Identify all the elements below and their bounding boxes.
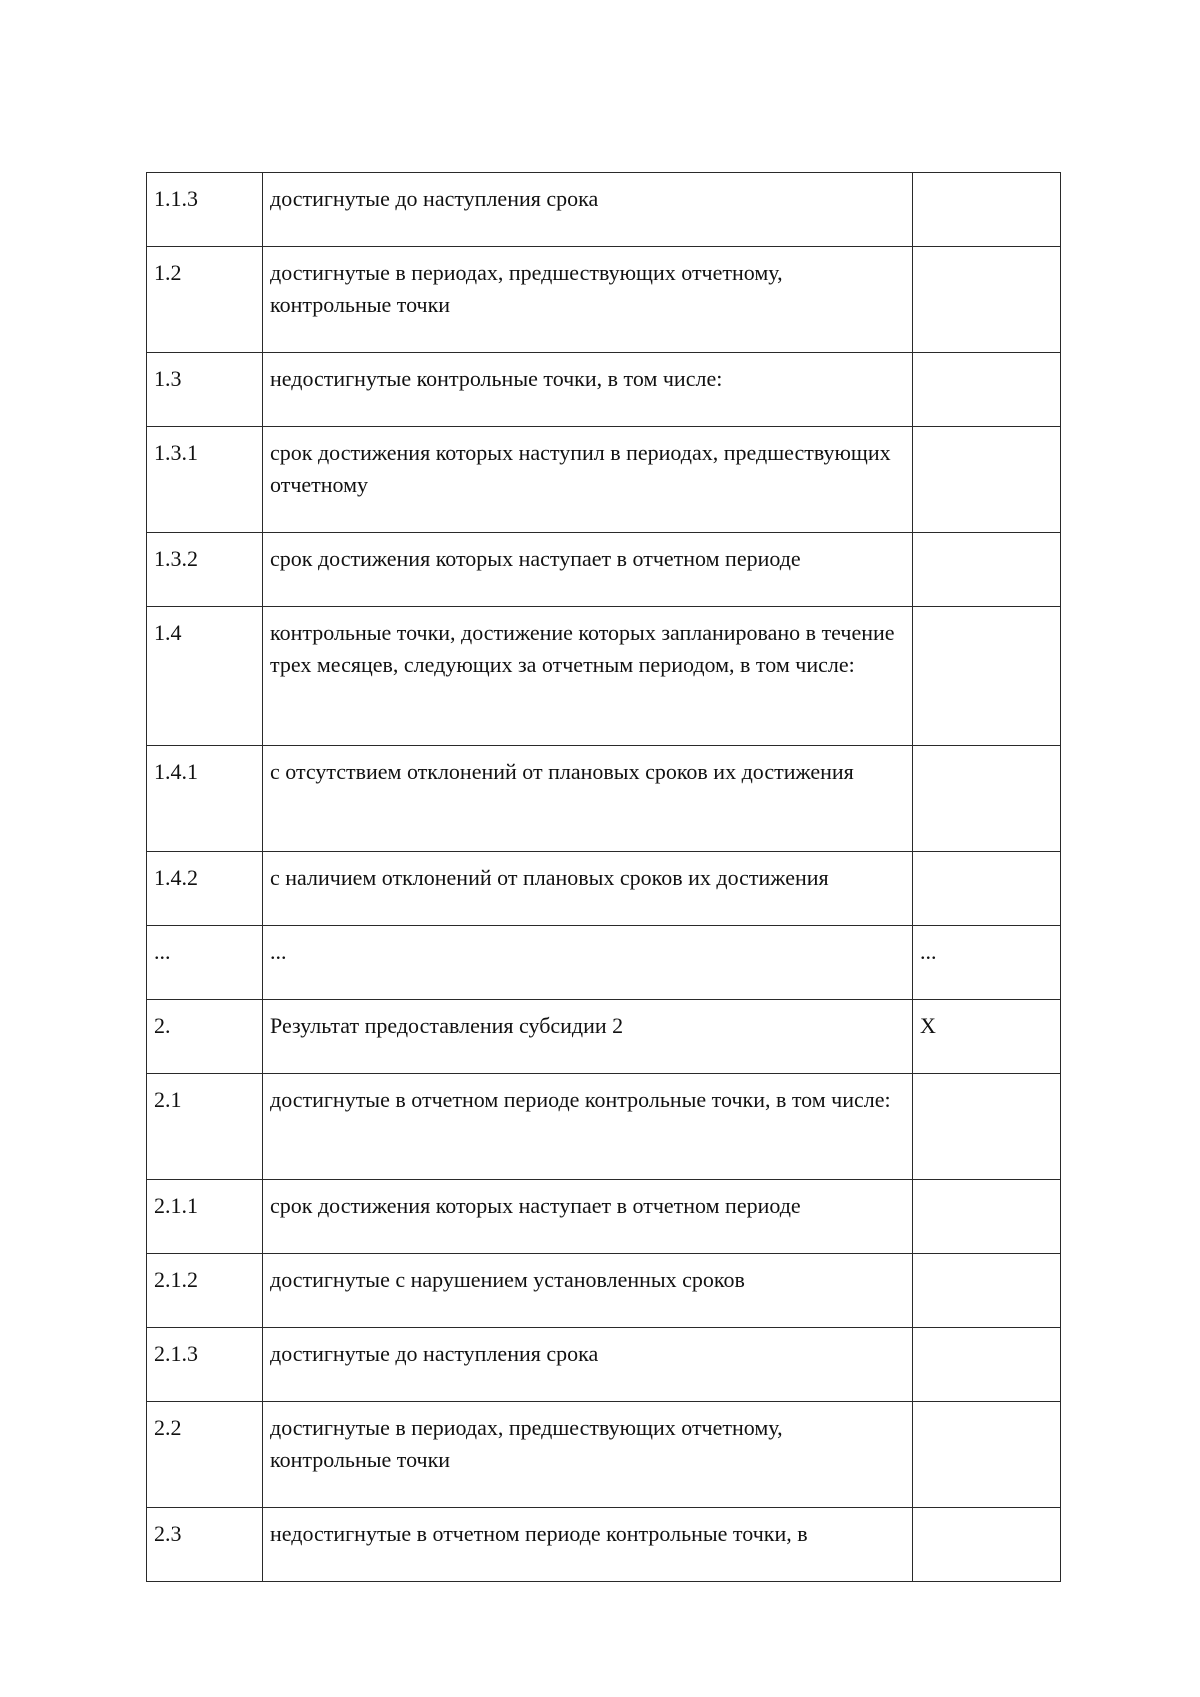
row-number: 2.1.3 <box>147 1328 263 1402</box>
row-value: ... <box>913 926 1061 1000</box>
row-description: достигнутые в периодах, предшествующих отчетному, контрольные точки <box>263 1402 913 1508</box>
row-number: 1.1.3 <box>147 173 263 247</box>
row-description: ... <box>263 926 913 1000</box>
row-number: 1.3.1 <box>147 427 263 533</box>
row-description: достигнутые до наступления срока <box>263 173 913 247</box>
table-row <box>147 353 1061 427</box>
table-row <box>147 1328 1061 1402</box>
row-number: 2.3 <box>147 1508 263 1582</box>
row-value <box>913 1074 1061 1180</box>
row-number: ... <box>147 926 263 1000</box>
table-row <box>147 173 1061 247</box>
row-description: контрольные точки, достижение которых запланировано в течение трех месяцев, следующих за отчетным периодом, в том числе: <box>263 607 913 746</box>
row-value <box>913 1254 1061 1328</box>
row-description: с отсутствием отклонений от плановых сроков их достижения <box>263 746 913 852</box>
table-row <box>147 1254 1061 1328</box>
row-description: достигнутые в отчетном периоде контрольные точки, в том числе: <box>263 1074 913 1180</box>
row-description: срок достижения которых наступает в отчетном периоде <box>263 533 913 607</box>
control-points-table <box>146 172 1061 1582</box>
table-row <box>147 1000 1061 1074</box>
row-number: 2.1 <box>147 1074 263 1180</box>
row-description: недостигнутые контрольные точки, в том числе: <box>263 353 913 427</box>
table-row <box>147 247 1061 353</box>
row-description: достигнутые с нарушением установленных сроков <box>263 1254 913 1328</box>
row-number: 2.2 <box>147 1402 263 1508</box>
row-number: 2.1.1 <box>147 1180 263 1254</box>
row-value: X <box>913 1000 1061 1074</box>
row-number: 1.2 <box>147 247 263 353</box>
table-row <box>147 533 1061 607</box>
row-description: достигнутые до наступления срока <box>263 1328 913 1402</box>
table-row <box>147 1074 1061 1180</box>
table-row <box>147 746 1061 852</box>
row-value <box>913 1180 1061 1254</box>
row-number: 1.4 <box>147 607 263 746</box>
table-row <box>147 852 1061 926</box>
row-number: 2. <box>147 1000 263 1074</box>
row-value <box>913 353 1061 427</box>
row-value <box>913 1328 1061 1402</box>
row-description: срок достижения которых наступает в отчетном периоде <box>263 1180 913 1254</box>
row-number: 1.4.2 <box>147 852 263 926</box>
row-number: 2.1.2 <box>147 1254 263 1328</box>
row-number: 1.4.1 <box>147 746 263 852</box>
row-description: достигнутые в периодах, предшествующих отчетному, контрольные точки <box>263 247 913 353</box>
row-number: 1.3.2 <box>147 533 263 607</box>
row-value <box>913 746 1061 852</box>
row-value <box>913 1402 1061 1508</box>
row-value <box>913 427 1061 533</box>
row-value <box>913 533 1061 607</box>
table-row <box>147 607 1061 746</box>
row-description: недостигнутые в отчетном периоде контрольные точки, в <box>263 1508 913 1582</box>
row-value <box>913 607 1061 746</box>
row-description: срок достижения которых наступил в периодах, предшествующих отчетному <box>263 427 913 533</box>
table-row <box>147 926 1061 1000</box>
row-value <box>913 852 1061 926</box>
table-row <box>147 1180 1061 1254</box>
row-number: 1.3 <box>147 353 263 427</box>
row-value <box>913 1508 1061 1582</box>
row-description: Результат предоставления субсидии 2 <box>263 1000 913 1074</box>
row-value <box>913 247 1061 353</box>
table-row <box>147 1508 1061 1582</box>
row-value <box>913 173 1061 247</box>
row-description: с наличием отклонений от плановых сроков их достижения <box>263 852 913 926</box>
table-row <box>147 427 1061 533</box>
table-row <box>147 1402 1061 1508</box>
